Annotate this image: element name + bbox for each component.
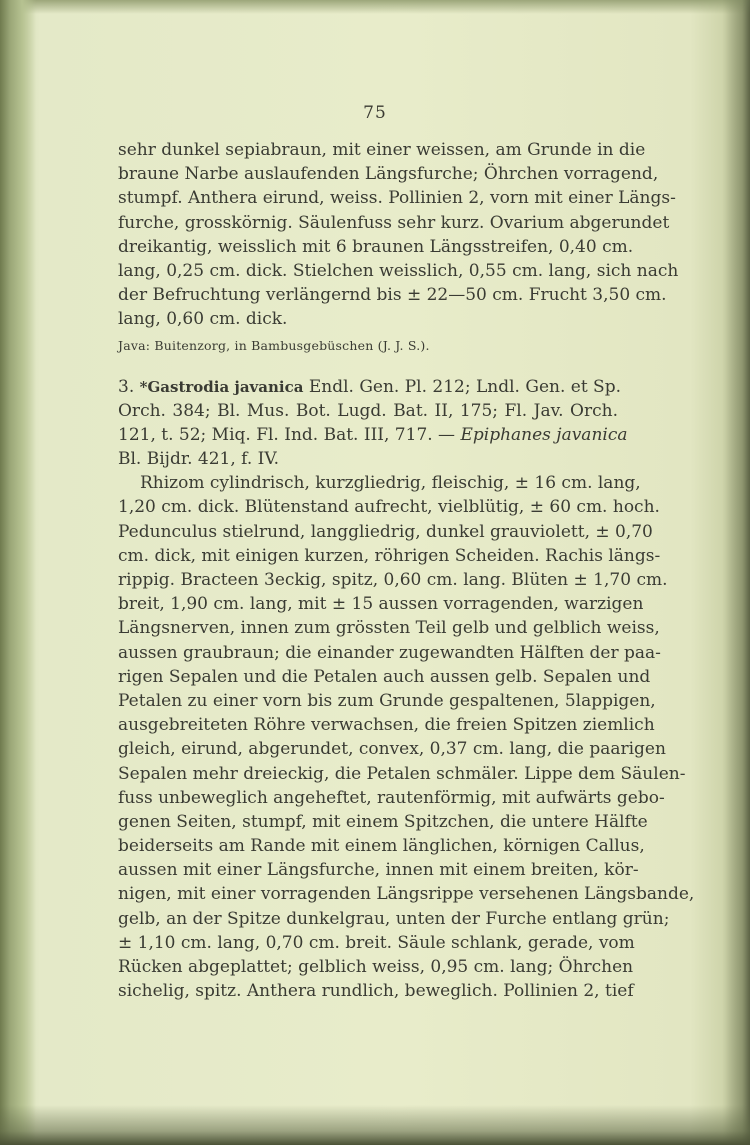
text-line: 1,20 cm. dick. Blütenstand aufrecht, vielblütig, ± 60 cm. hoch. — [118, 497, 660, 518]
text-line: dreikantig, weisslich mit 6 braunen Längsstreifen, 0,40 cm. — [118, 236, 634, 257]
page-bottom-shading — [0, 1105, 750, 1145]
page-body — [118, 138, 695, 1003]
text-line: Sepalen mehr dreieckig, die Petalen schmäler. Lippe dem Säulen- — [118, 763, 686, 784]
text-line: furche, grosskörnig. Säulenfuss sehr kurz. Ovarium abgerundet — [118, 212, 670, 233]
text-line: rippig. Bracteen 3eckig, spitz, 0,60 cm. lang. Blüten ± 1,70 cm. — [118, 570, 668, 590]
text-line: genen Seiten, stumpf, mit einem Spitzchen, die untere Hälfte — [118, 811, 648, 832]
species-entry — [118, 375, 628, 472]
text-line: ± 1,10 cm. lang, 0,70 cm. breit. Säule schlank, gerade, vom — [118, 932, 635, 953]
book-spine-shading — [0, 0, 36, 1145]
text-line: aussen graubraun; die einander zugewandten Hälften der paa- — [118, 642, 661, 663]
citation-line: Bl. Bijdr. 421, f. IV. — [118, 449, 280, 470]
citation-text: 121, t. 52; Miq. Fl. Ind. Bat. III, 717. — — [118, 424, 461, 445]
paragraph-species-description — [118, 471, 695, 1003]
text-line: gelb, an der Spitze dunkelgrau, unten der Furche entlang grün; — [118, 908, 670, 929]
species-citation: Endl. Gen. Pl. 212; Lndl. Gen. et Sp. — [303, 376, 621, 397]
text-line: cm. dick, mit einigen kurzen, röhrigen Scheiden. Rachis längs- — [118, 545, 661, 566]
synonym-name: Epiphanes javanica — [460, 424, 628, 445]
text-line: Petalen zu einer vorn bis zum Grunde gespaltenen, 5lappigen, — [118, 690, 656, 711]
text-line: der Befruchtung verlängernd bis ± 22—50 cm. Frucht 3,50 cm. — [118, 285, 667, 306]
specimen-source: Java: Buitenzorg, in Bambusgebüschen (J. J. S.). — [118, 337, 430, 353]
text-line: breit, 1,90 cm. lang, mit ± 15 aussen vorragenden, warzigen — [118, 594, 644, 615]
species-number: 3. — [118, 376, 140, 397]
text-line: ausgebreiteten Röhre verwachsen, die freien Spitzen ziemlich — [118, 715, 655, 736]
text-line: beiderseits am Rande mit einem länglichen, körnigen Callus, — [118, 836, 645, 857]
text-line: Rücken abgeplattet; gelblich weiss, 0,95 cm. lang; Öhrchen — [118, 957, 634, 977]
citation-line: Orch. 384; Bl. Mus. Bot. Lugd. Bat. II, 175; Fl. Jav. Orch. — [118, 400, 618, 421]
text-line: Längsnerven, innen zum grössten Teil gelb und gelblich weiss, — [118, 618, 660, 639]
species-name: *Gastrodia javanica — [139, 377, 304, 396]
text-line: stumpf. Anthera eirund, weiss. Pollinien 2, vorn mit einer Längs- — [118, 188, 676, 209]
text-line: sehr dunkel sepiabraun, mit einer weissen, am Grunde in die — [118, 140, 646, 160]
text-line: fuss unbeweglich angeheftet, rautenförmig, mit aufwärts gebo- — [118, 787, 665, 808]
section-gap — [118, 356, 618, 375]
page-edge-shading — [722, 0, 750, 1145]
text-line: aussen mit einer Längsfurche, innen mit einem breiten, kör- — [118, 860, 639, 881]
text-line: sichelig, spitz. Anthera rundlich, beweglich. Pollinien 2, tief — [118, 981, 634, 1002]
text-line: braune Narbe auslaufenden Längsfurche; Öhrchen vorragend, — [118, 164, 659, 185]
citation-line — [118, 423, 628, 447]
text-line: Rhizom cylindrisch, kurzgliedrig, fleischig, ± 16 cm. lang, — [140, 473, 641, 494]
species-heading-line — [118, 375, 621, 399]
page-number: 75 — [363, 103, 387, 123]
text-line: nigen, mit einer vorragenden Längsrippe versehenen Längsbande, — [118, 884, 695, 905]
text-line: rigen Sepalen und die Petalen auch aussen gelb. Sepalen und — [118, 666, 651, 687]
page-top-shading — [0, 0, 750, 14]
text-line: gleich, eirund, abgerundet, convex, 0,37 cm. lang, die paarigen — [118, 739, 666, 760]
text-line: lang, 0,60 cm. dick. — [118, 309, 288, 330]
paragraph-continued-description — [118, 138, 679, 332]
text-line: Pedunculus stielrund, langgliedrig, dunkel grauviolett, ± 0,70 — [118, 521, 653, 542]
text-line: lang, 0,25 cm. dick. Stielchen weisslich, 0,55 cm. lang, sich nach — [118, 260, 679, 281]
